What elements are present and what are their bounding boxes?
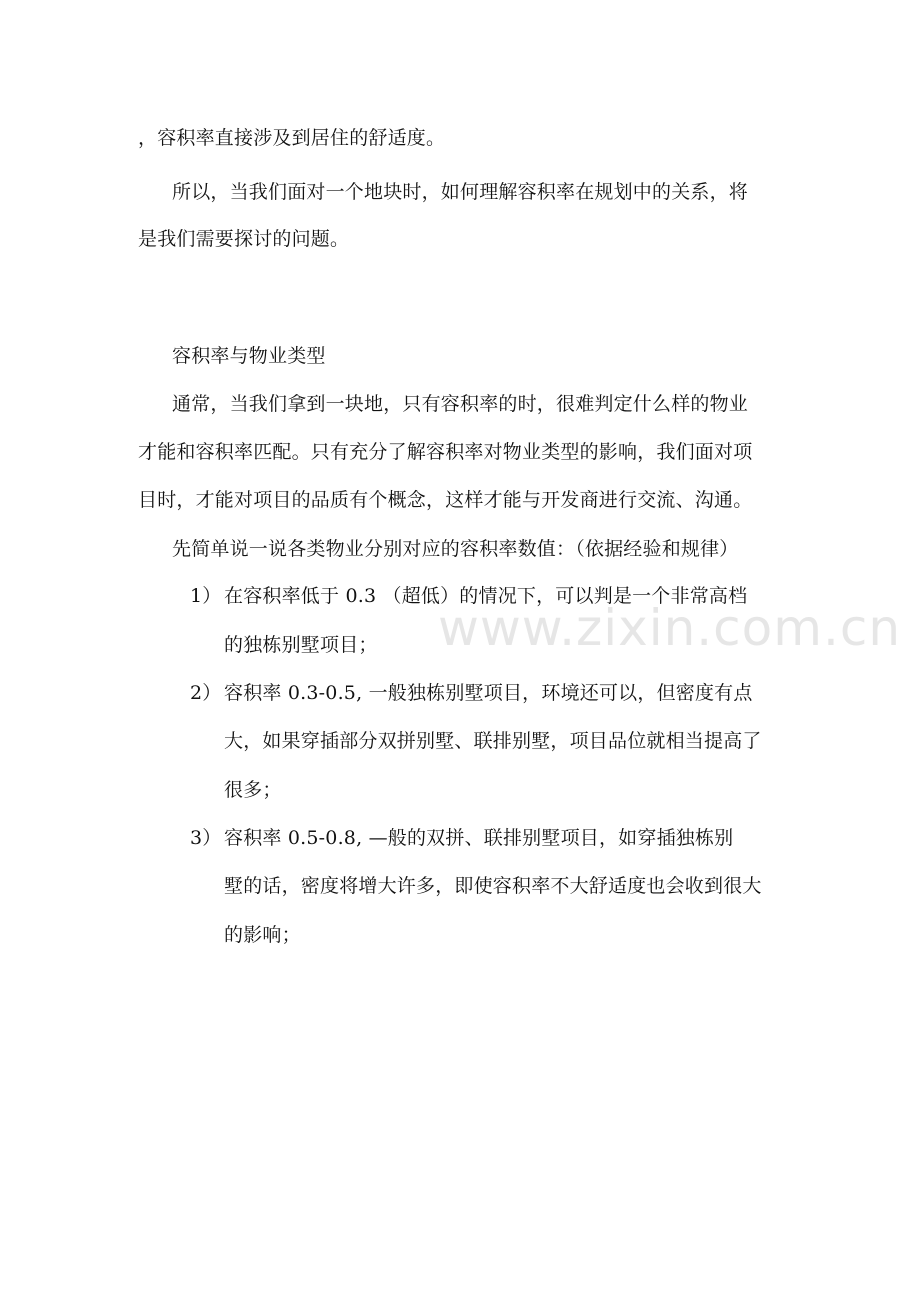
body-paragraph-line: 才能和容积率匹配。只有充分了解容积率对物业类型的影响，我们面对项 (138, 441, 753, 463)
body-paragraph-line: 通常，当我们拿到一块地，只有容积率的时，很难判定什么样的物业 (172, 393, 749, 415)
watermark-text: www.zixin.com.cn (438, 599, 902, 657)
list-item-line: 在容积率低于 0.3 （超低）的情况下，可以判是一个非常高档 (224, 585, 748, 607)
intro-paragraph-line: 所以，当我们面对一个地块时，如何理解容积率在规划中的关系，将 (172, 181, 749, 203)
intro-line: ，容积率直接涉及到居住的舒适度。 (138, 127, 446, 149)
list-item-line: 的独栋别墅项目； (224, 634, 378, 656)
body-paragraph-line: 先简单说一说各类物业分别对应的容积率数值：（依据经验和规律） (172, 538, 739, 560)
list-item-number: 2） (190, 682, 222, 704)
section-heading: 容积率与物业类型 (172, 345, 326, 367)
list-item-line: 很多； (224, 779, 282, 801)
list-item-line: 的影响； (224, 924, 301, 946)
list-item-number: 1） (190, 585, 222, 607)
list-item-line: 大，如果穿插部分双拼别墅、联排别墅，项目品位就相当提高了 (224, 730, 762, 752)
list-item-number: 3） (190, 827, 222, 849)
list-item-line: 容积率 0.3-0.5, 一般独栋别墅项目，环境还可以，但密度有点 (224, 682, 753, 704)
intro-paragraph-line: 是我们需要探讨的问题。 (138, 228, 350, 250)
body-paragraph-line: 目时，才能对项目的品质有个概念，这样才能与开发商进行交流、沟通。 (138, 489, 753, 511)
list-item-line: 墅的话，密度将增大许多，即使容积率不大舒适度也会收到很大 (224, 875, 762, 897)
list-item-line: 容积率 0.5-0.8, —般的双拼、联排别墅项目，如穿插独栋别 (224, 827, 734, 849)
